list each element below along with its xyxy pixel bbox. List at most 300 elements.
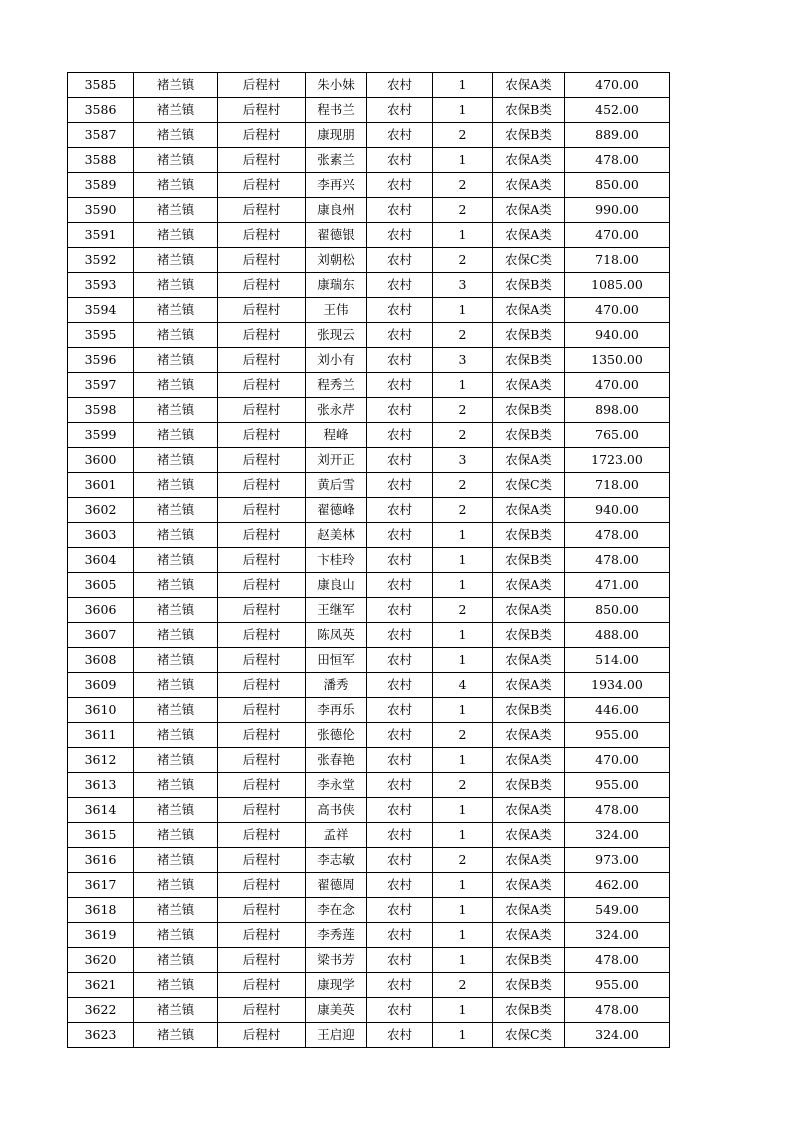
cell-amount: 478.00 (565, 998, 670, 1023)
cell-amount: 324.00 (565, 1023, 670, 1048)
cell-town: 褚兰镇 (134, 823, 218, 848)
cell-name: 程秀兰 (306, 373, 367, 398)
cell-seq-number: 3607 (68, 623, 134, 648)
cell-seq-number: 3600 (68, 448, 134, 473)
cell-area-type: 农村 (367, 498, 433, 523)
cell-household-count: 2 (433, 498, 493, 523)
table-row (68, 973, 670, 998)
cell-amount: 850.00 (565, 173, 670, 198)
cell-seq-number: 3601 (68, 473, 134, 498)
cell-area-type: 农村 (367, 573, 433, 598)
cell-seq-number: 3595 (68, 323, 134, 348)
cell-household-count: 1 (433, 98, 493, 123)
table-row (68, 798, 670, 823)
cell-town: 褚兰镇 (134, 348, 218, 373)
cell-village: 后程村 (218, 648, 306, 673)
cell-household-count: 1 (433, 798, 493, 823)
cell-seq-number: 3594 (68, 298, 134, 323)
cell-town: 褚兰镇 (134, 998, 218, 1023)
cell-town: 褚兰镇 (134, 73, 218, 98)
cell-name: 王启迎 (306, 1023, 367, 1048)
table-row (68, 573, 670, 598)
cell-amount: 850.00 (565, 598, 670, 623)
cell-seq-number: 3610 (68, 698, 134, 723)
cell-name: 李志敏 (306, 848, 367, 873)
cell-amount: 478.00 (565, 523, 670, 548)
cell-insurance-category: 农保B类 (493, 623, 565, 648)
cell-insurance-category: 农保B类 (493, 523, 565, 548)
cell-household-count: 1 (433, 923, 493, 948)
table-row (68, 398, 670, 423)
cell-village: 后程村 (218, 623, 306, 648)
cell-village: 后程村 (218, 748, 306, 773)
cell-village: 后程村 (218, 1023, 306, 1048)
cell-insurance-category: 农保B类 (493, 398, 565, 423)
cell-town: 褚兰镇 (134, 898, 218, 923)
cell-insurance-category: 农保C类 (493, 473, 565, 498)
cell-insurance-category: 农保B类 (493, 423, 565, 448)
cell-name: 张素兰 (306, 148, 367, 173)
cell-name: 康美英 (306, 998, 367, 1023)
cell-insurance-category: 农保B类 (493, 123, 565, 148)
cell-area-type: 农村 (367, 373, 433, 398)
cell-seq-number: 3606 (68, 598, 134, 623)
cell-insurance-category: 农保A类 (493, 598, 565, 623)
cell-household-count: 2 (433, 323, 493, 348)
cell-insurance-category: 农保A类 (493, 148, 565, 173)
cell-name: 王伟 (306, 298, 367, 323)
cell-insurance-category: 农保C类 (493, 1023, 565, 1048)
cell-town: 褚兰镇 (134, 673, 218, 698)
cell-amount: 1085.00 (565, 273, 670, 298)
cell-village: 后程村 (218, 473, 306, 498)
cell-town: 褚兰镇 (134, 423, 218, 448)
cell-insurance-category: 农保B类 (493, 98, 565, 123)
table-row (68, 1023, 670, 1048)
cell-area-type: 农村 (367, 448, 433, 473)
cell-household-count: 1 (433, 698, 493, 723)
cell-amount: 452.00 (565, 98, 670, 123)
cell-name: 程峰 (306, 423, 367, 448)
cell-household-count: 2 (433, 773, 493, 798)
cell-town: 褚兰镇 (134, 648, 218, 673)
cell-village: 后程村 (218, 298, 306, 323)
cell-village: 后程村 (218, 823, 306, 848)
cell-village: 后程村 (218, 998, 306, 1023)
table-row (68, 373, 670, 398)
cell-area-type: 农村 (367, 873, 433, 898)
cell-insurance-category: 农保A类 (493, 373, 565, 398)
cell-name: 康良州 (306, 198, 367, 223)
cell-seq-number: 3602 (68, 498, 134, 523)
table-row (68, 323, 670, 348)
cell-insurance-category: 农保A类 (493, 498, 565, 523)
cell-town: 褚兰镇 (134, 198, 218, 223)
cell-village: 后程村 (218, 698, 306, 723)
cell-name: 翟德峰 (306, 498, 367, 523)
cell-insurance-category: 农保A类 (493, 173, 565, 198)
table-row (68, 223, 670, 248)
cell-household-count: 1 (433, 998, 493, 1023)
table-row (68, 98, 670, 123)
cell-town: 褚兰镇 (134, 1023, 218, 1048)
cell-household-count: 1 (433, 298, 493, 323)
cell-insurance-category: 农保A类 (493, 923, 565, 948)
cell-area-type: 农村 (367, 223, 433, 248)
cell-town: 褚兰镇 (134, 498, 218, 523)
cell-name: 康现朋 (306, 123, 367, 148)
cell-amount: 889.00 (565, 123, 670, 148)
cell-seq-number: 3585 (68, 73, 134, 98)
cell-household-count: 3 (433, 448, 493, 473)
cell-village: 后程村 (218, 573, 306, 598)
cell-town: 褚兰镇 (134, 948, 218, 973)
cell-household-count: 2 (433, 398, 493, 423)
table-row (68, 698, 670, 723)
cell-amount: 940.00 (565, 323, 670, 348)
cell-area-type: 农村 (367, 198, 433, 223)
cell-area-type: 农村 (367, 948, 433, 973)
cell-amount: 324.00 (565, 923, 670, 948)
table-row (68, 898, 670, 923)
cell-town: 褚兰镇 (134, 298, 218, 323)
cell-village: 后程村 (218, 923, 306, 948)
cell-amount: 324.00 (565, 823, 670, 848)
table-row (68, 498, 670, 523)
cell-village: 后程村 (218, 548, 306, 573)
cell-area-type: 农村 (367, 523, 433, 548)
cell-area-type: 农村 (367, 848, 433, 873)
cell-name: 李在念 (306, 898, 367, 923)
cell-area-type: 农村 (367, 773, 433, 798)
table-row (68, 298, 670, 323)
cell-village: 后程村 (218, 98, 306, 123)
cell-town: 褚兰镇 (134, 523, 218, 548)
cell-name: 卞桂玲 (306, 548, 367, 573)
cell-area-type: 农村 (367, 323, 433, 348)
table-row (68, 523, 670, 548)
cell-village: 后程村 (218, 173, 306, 198)
cell-household-count: 2 (433, 598, 493, 623)
cell-name: 高书侠 (306, 798, 367, 823)
cell-household-count: 1 (433, 898, 493, 923)
table-row (68, 423, 670, 448)
table-row (68, 148, 670, 173)
cell-insurance-category: 农保A类 (493, 448, 565, 473)
table-row (68, 873, 670, 898)
cell-town: 褚兰镇 (134, 623, 218, 648)
cell-area-type: 农村 (367, 623, 433, 648)
table-row (68, 998, 670, 1023)
cell-household-count: 3 (433, 348, 493, 373)
cell-area-type: 农村 (367, 673, 433, 698)
table-row (68, 348, 670, 373)
cell-household-count: 2 (433, 173, 493, 198)
cell-seq-number: 3617 (68, 873, 134, 898)
cell-seq-number: 3597 (68, 373, 134, 398)
cell-seq-number: 3591 (68, 223, 134, 248)
cell-household-count: 2 (433, 723, 493, 748)
cell-village: 后程村 (218, 123, 306, 148)
cell-household-count: 2 (433, 248, 493, 273)
cell-household-count: 2 (433, 123, 493, 148)
cell-seq-number: 3612 (68, 748, 134, 773)
cell-seq-number: 3599 (68, 423, 134, 448)
cell-insurance-category: 农保B类 (493, 273, 565, 298)
cell-village: 后程村 (218, 723, 306, 748)
cell-area-type: 农村 (367, 823, 433, 848)
cell-name: 朱小妹 (306, 73, 367, 98)
cell-household-count: 1 (433, 948, 493, 973)
cell-town: 褚兰镇 (134, 248, 218, 273)
cell-village: 后程村 (218, 898, 306, 923)
cell-household-count: 1 (433, 823, 493, 848)
cell-amount: 514.00 (565, 648, 670, 673)
cell-amount: 470.00 (565, 748, 670, 773)
cell-town: 褚兰镇 (134, 748, 218, 773)
cell-area-type: 农村 (367, 148, 433, 173)
cell-name: 孟祥 (306, 823, 367, 848)
cell-seq-number: 3603 (68, 523, 134, 548)
cell-insurance-category: 农保B类 (493, 548, 565, 573)
cell-seq-number: 3622 (68, 998, 134, 1023)
cell-name: 李永堂 (306, 773, 367, 798)
cell-name: 康良山 (306, 573, 367, 598)
cell-town: 褚兰镇 (134, 573, 218, 598)
table-row (68, 848, 670, 873)
cell-name: 刘小有 (306, 348, 367, 373)
cell-area-type: 农村 (367, 398, 433, 423)
cell-town: 褚兰镇 (134, 773, 218, 798)
cell-seq-number: 3609 (68, 673, 134, 698)
cell-town: 褚兰镇 (134, 148, 218, 173)
table-row (68, 73, 670, 98)
cell-town: 褚兰镇 (134, 173, 218, 198)
cell-area-type: 农村 (367, 298, 433, 323)
cell-seq-number: 3605 (68, 573, 134, 598)
cell-area-type: 农村 (367, 248, 433, 273)
cell-town: 褚兰镇 (134, 973, 218, 998)
table-row (68, 123, 670, 148)
cell-amount: 955.00 (565, 973, 670, 998)
cell-village: 后程村 (218, 973, 306, 998)
table-row (68, 248, 670, 273)
cell-amount: 462.00 (565, 873, 670, 898)
cell-town: 褚兰镇 (134, 723, 218, 748)
cell-village: 后程村 (218, 448, 306, 473)
cell-area-type: 农村 (367, 348, 433, 373)
cell-household-count: 2 (433, 198, 493, 223)
cell-name: 李再兴 (306, 173, 367, 198)
table-row (68, 723, 670, 748)
table-row (68, 173, 670, 198)
cell-town: 褚兰镇 (134, 398, 218, 423)
cell-household-count: 3 (433, 273, 493, 298)
cell-area-type: 农村 (367, 123, 433, 148)
cell-insurance-category: 农保A类 (493, 723, 565, 748)
cell-village: 后程村 (218, 223, 306, 248)
cell-area-type: 农村 (367, 898, 433, 923)
cell-town: 褚兰镇 (134, 448, 218, 473)
cell-town: 褚兰镇 (134, 323, 218, 348)
cell-name: 程书兰 (306, 98, 367, 123)
cell-amount: 478.00 (565, 148, 670, 173)
table-row (68, 598, 670, 623)
cell-name: 梁书芳 (306, 948, 367, 973)
cell-seq-number: 3590 (68, 198, 134, 223)
cell-area-type: 农村 (367, 598, 433, 623)
cell-area-type: 农村 (367, 73, 433, 98)
cell-seq-number: 3604 (68, 548, 134, 573)
cell-village: 后程村 (218, 198, 306, 223)
cell-insurance-category: 农保B类 (493, 973, 565, 998)
cell-insurance-category: 农保A类 (493, 873, 565, 898)
table-row (68, 198, 670, 223)
cell-name: 李再乐 (306, 698, 367, 723)
cell-household-count: 1 (433, 573, 493, 598)
cell-name: 潘秀 (306, 673, 367, 698)
cell-name: 张德伦 (306, 723, 367, 748)
cell-area-type: 农村 (367, 548, 433, 573)
cell-village: 后程村 (218, 598, 306, 623)
cell-amount: 718.00 (565, 248, 670, 273)
cell-name: 康瑞东 (306, 273, 367, 298)
cell-seq-number: 3615 (68, 823, 134, 848)
cell-name: 张永芹 (306, 398, 367, 423)
cell-amount: 1350.00 (565, 348, 670, 373)
cell-amount: 990.00 (565, 198, 670, 223)
cell-name: 陈凤英 (306, 623, 367, 648)
beneficiary-table (67, 72, 670, 1048)
cell-village: 后程村 (218, 798, 306, 823)
table-row (68, 448, 670, 473)
cell-village: 后程村 (218, 848, 306, 873)
cell-insurance-category: 农保A类 (493, 298, 565, 323)
cell-amount: 470.00 (565, 223, 670, 248)
table-row (68, 948, 670, 973)
table-row (68, 648, 670, 673)
cell-seq-number: 3618 (68, 898, 134, 923)
cell-amount: 1723.00 (565, 448, 670, 473)
cell-amount: 471.00 (565, 573, 670, 598)
cell-seq-number: 3611 (68, 723, 134, 748)
cell-area-type: 农村 (367, 923, 433, 948)
cell-town: 褚兰镇 (134, 373, 218, 398)
cell-insurance-category: 农保A类 (493, 673, 565, 698)
cell-insurance-category: 农保A类 (493, 648, 565, 673)
cell-insurance-category: 农保B类 (493, 773, 565, 798)
cell-amount: 1934.00 (565, 673, 670, 698)
cell-town: 褚兰镇 (134, 548, 218, 573)
cell-name: 王继军 (306, 598, 367, 623)
cell-insurance-category: 农保A类 (493, 748, 565, 773)
cell-village: 后程村 (218, 273, 306, 298)
cell-town: 褚兰镇 (134, 273, 218, 298)
cell-village: 后程村 (218, 423, 306, 448)
cell-insurance-category: 农保B类 (493, 348, 565, 373)
cell-seq-number: 3593 (68, 273, 134, 298)
cell-name: 黄后雪 (306, 473, 367, 498)
cell-name: 翟德周 (306, 873, 367, 898)
cell-area-type: 农村 (367, 473, 433, 498)
cell-village: 后程村 (218, 773, 306, 798)
cell-village: 后程村 (218, 948, 306, 973)
cell-name: 康现学 (306, 973, 367, 998)
cell-town: 褚兰镇 (134, 98, 218, 123)
cell-name: 翟德银 (306, 223, 367, 248)
cell-town: 褚兰镇 (134, 223, 218, 248)
cell-seq-number: 3587 (68, 123, 134, 148)
cell-amount: 718.00 (565, 473, 670, 498)
cell-household-count: 1 (433, 148, 493, 173)
cell-amount: 940.00 (565, 498, 670, 523)
cell-area-type: 农村 (367, 423, 433, 448)
cell-household-count: 1 (433, 873, 493, 898)
cell-insurance-category: 农保B类 (493, 948, 565, 973)
cell-area-type: 农村 (367, 798, 433, 823)
cell-town: 褚兰镇 (134, 873, 218, 898)
cell-insurance-category: 农保B类 (493, 998, 565, 1023)
cell-insurance-category: 农保B类 (493, 323, 565, 348)
cell-amount: 488.00 (565, 623, 670, 648)
cell-village: 后程村 (218, 73, 306, 98)
table-body (68, 73, 670, 1048)
cell-amount: 898.00 (565, 398, 670, 423)
cell-insurance-category: 农保A类 (493, 798, 565, 823)
cell-name: 张现云 (306, 323, 367, 348)
cell-seq-number: 3589 (68, 173, 134, 198)
cell-household-count: 2 (433, 973, 493, 998)
cell-town: 褚兰镇 (134, 798, 218, 823)
cell-amount: 478.00 (565, 548, 670, 573)
cell-seq-number: 3608 (68, 648, 134, 673)
cell-household-count: 1 (433, 223, 493, 248)
cell-amount: 470.00 (565, 373, 670, 398)
cell-name: 田恒军 (306, 648, 367, 673)
cell-area-type: 农村 (367, 1023, 433, 1048)
cell-amount: 478.00 (565, 798, 670, 823)
cell-seq-number: 3598 (68, 398, 134, 423)
table-row (68, 473, 670, 498)
cell-amount: 446.00 (565, 698, 670, 723)
cell-insurance-category: 农保A类 (493, 848, 565, 873)
cell-household-count: 1 (433, 73, 493, 98)
cell-seq-number: 3592 (68, 248, 134, 273)
table-row (68, 673, 670, 698)
cell-area-type: 农村 (367, 998, 433, 1023)
cell-amount: 549.00 (565, 898, 670, 923)
cell-amount: 955.00 (565, 723, 670, 748)
cell-village: 后程村 (218, 348, 306, 373)
cell-seq-number: 3588 (68, 148, 134, 173)
table-row (68, 748, 670, 773)
cell-area-type: 农村 (367, 98, 433, 123)
cell-household-count: 1 (433, 1023, 493, 1048)
cell-name: 刘朝松 (306, 248, 367, 273)
cell-village: 后程村 (218, 323, 306, 348)
cell-name: 张春艳 (306, 748, 367, 773)
cell-village: 后程村 (218, 523, 306, 548)
table-row (68, 273, 670, 298)
cell-insurance-category: 农保A类 (493, 823, 565, 848)
cell-town: 褚兰镇 (134, 123, 218, 148)
cell-town: 褚兰镇 (134, 848, 218, 873)
cell-area-type: 农村 (367, 173, 433, 198)
cell-household-count: 2 (433, 473, 493, 498)
cell-amount: 470.00 (565, 73, 670, 98)
cell-seq-number: 3621 (68, 973, 134, 998)
cell-area-type: 农村 (367, 273, 433, 298)
